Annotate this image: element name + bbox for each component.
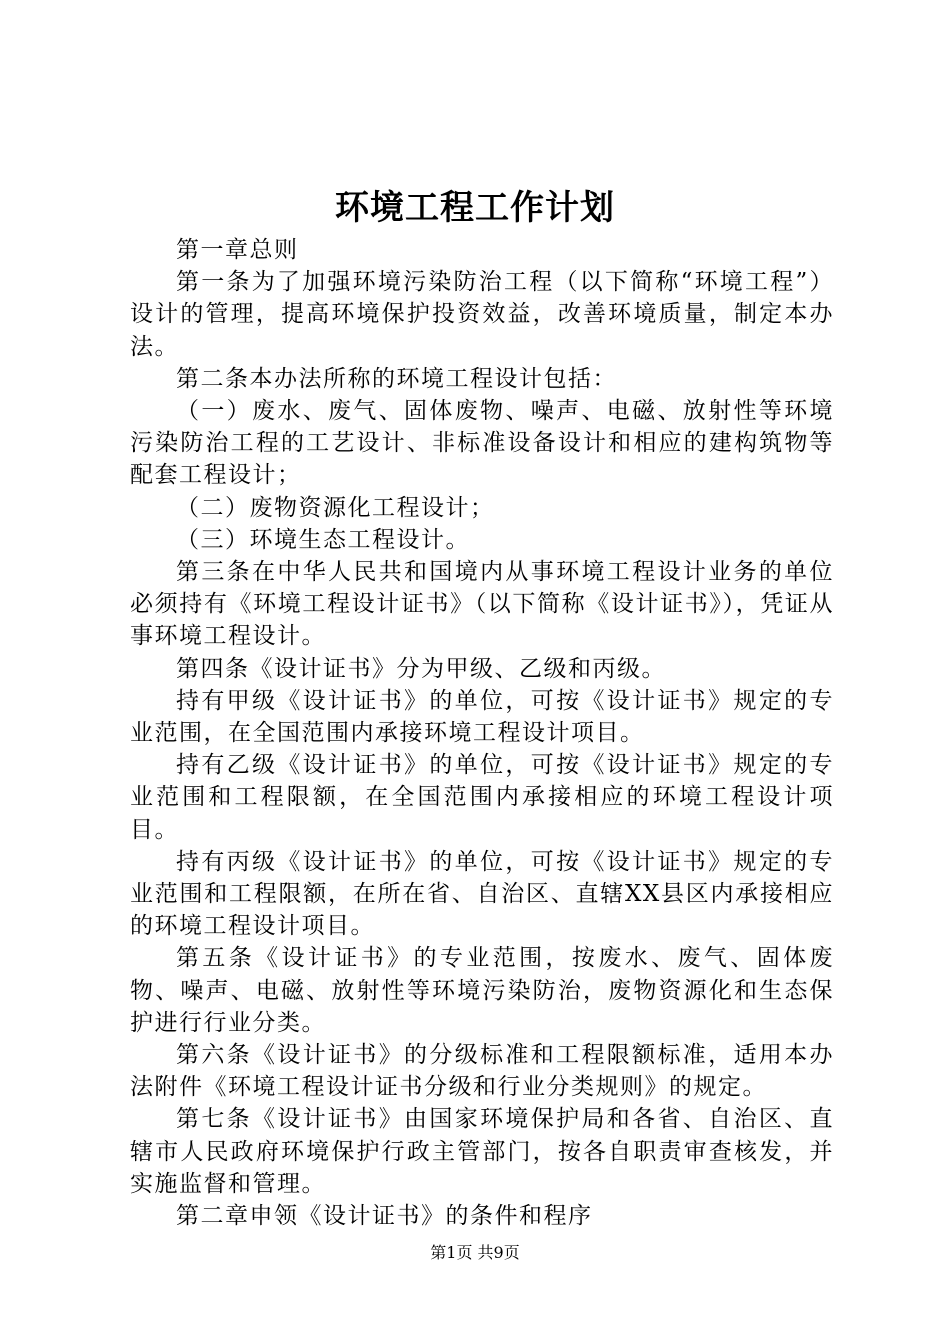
paragraph: 持有丙级《设计证书》的单位，可按《设计证书》规定的专业范围和工程限额，在所在省、自治区、直辖XX县区内承接相应的环境工程设计项目。	[130, 848, 834, 940]
list-item: （一）废水、废气、固体废物、噪声、电磁、放射性等环境污染防治工程的工艺设计、非标准设备设计和相应的建构筑物等配套工程设计；	[130, 398, 834, 489]
paragraph: 第三条在中华人民共和国境内从事环境工程设计业务的单位必须持有《环境工程设计证书》（以下简称《设计证书》），凭证从事环境工程设计。	[130, 559, 834, 650]
chapter-heading: 第一章总则	[176, 237, 299, 263]
paragraph: 持有乙级《设计证书》的单位，可按《设计证书》规定的专业范围和工程限额，在全国范围内承接相应的环境工程设计项目。	[130, 752, 834, 843]
document-body	[130, 234, 834, 1232]
paragraph: 第二条本办法所称的环境工程设计包括：	[176, 365, 617, 392]
paragraph: 第五条《设计证书》的专业范围，按废水、废气、固体废物、噪声、电磁、放射性等环境污染防治，废物资源化和生态保护进行行业分类。	[130, 945, 834, 1036]
chapter-heading: 第二章申领《设计证书》的条件和程序	[176, 1203, 593, 1230]
paragraph: 第一条为了加强环境污染防治工程（以下简称“环境工程”）设计的管理，提高环境保护投资效益，改善环境质量，制定本办法。	[130, 269, 834, 360]
paragraph: 持有甲级《设计证书》的单位，可按《设计证书》规定的专业范围，在全国范围内承接环境工程设计项目。	[130, 687, 834, 747]
paragraph: 第四条《设计证书》分为甲级、乙级和丙级。	[176, 655, 666, 682]
paragraph: 第七条《设计证书》由国家环境保护局和各省、自治区、直辖市人民政府环境保护行政主管部门，按各自职责审查核发，并实施监督和管理。	[130, 1106, 834, 1197]
document-title: 环境工程工作计划	[335, 188, 615, 228]
list-item: （二）废物资源化工程设计；	[176, 494, 495, 521]
list-item: （三）环境生态工程设计。	[176, 526, 470, 553]
paragraph: 第六条《设计证书》的分级标准和工程限额标准，适用本办法附件《环境工程设计证书分级和行业分类规则》的规定。	[130, 1042, 834, 1101]
page-footer: 第1页 共9页	[430, 1243, 520, 1262]
